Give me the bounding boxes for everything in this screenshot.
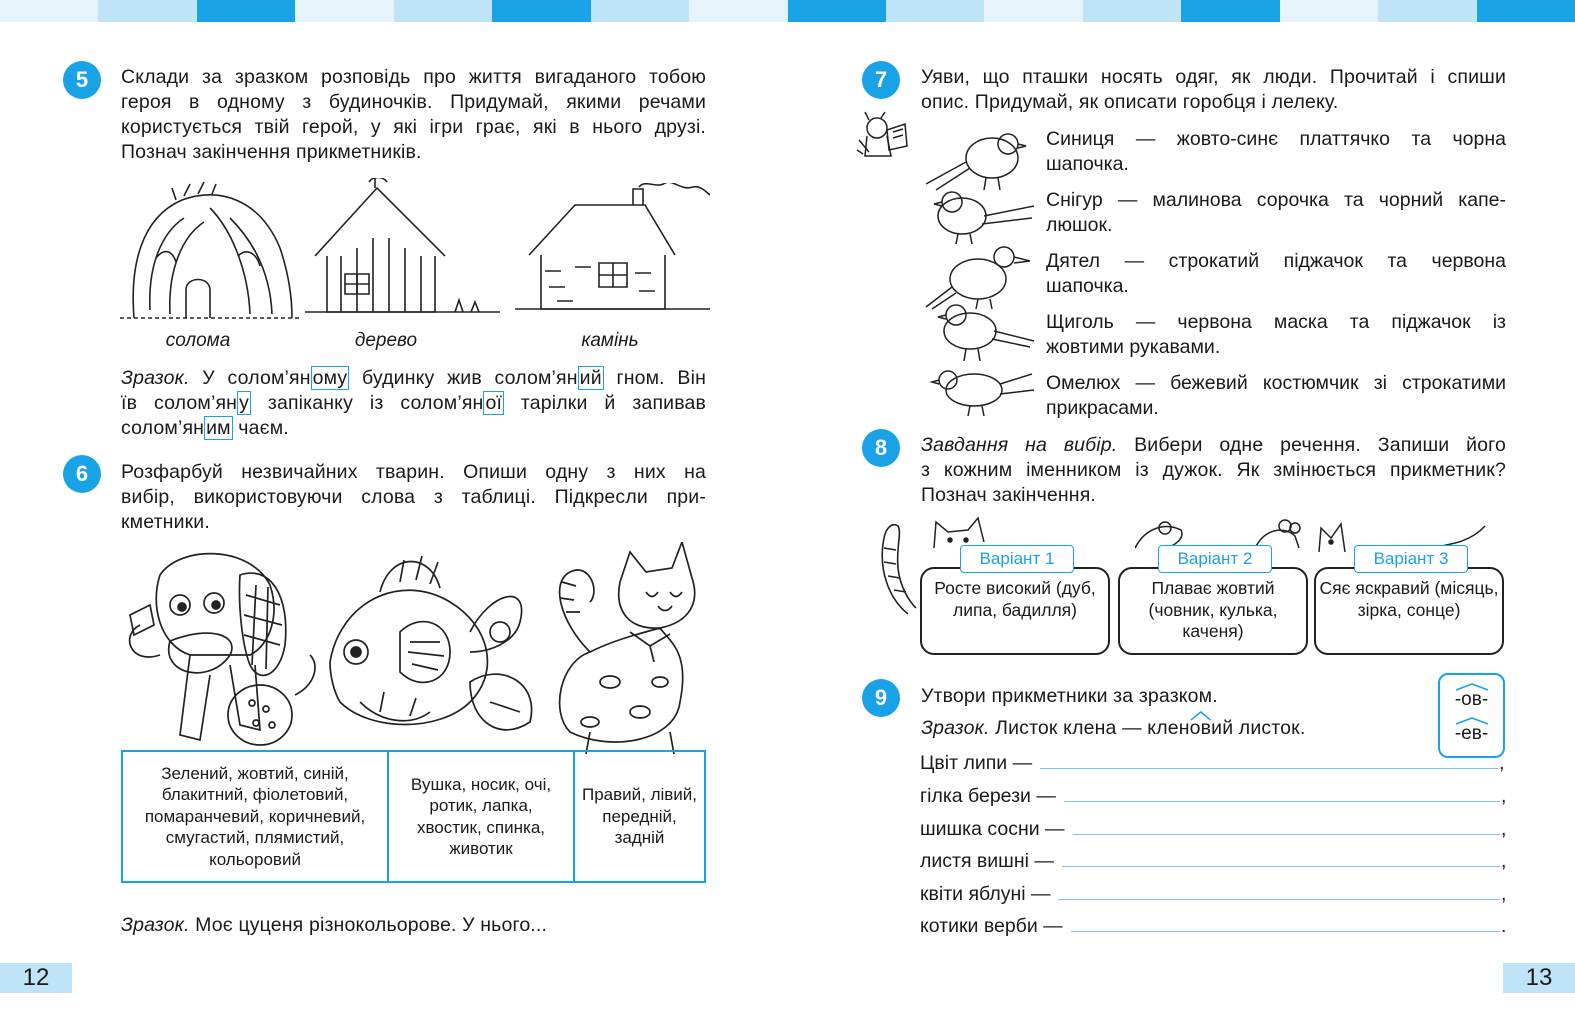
answer-row: Цвіт липи — , <box>920 752 1505 774</box>
answer-blank[interactable] <box>1058 881 1500 900</box>
suffix-hint-box <box>1438 673 1505 758</box>
task-7-instruction: Уяви, що пташки носять одяг, як люди. Прочитай і спиши опис. Придумай, як описати горобця і лелеку. <box>921 66 1506 113</box>
adjective-ending: ий <box>579 367 602 389</box>
task-8-number: 8 <box>862 429 900 467</box>
task-8-instruction: Завдання на вибір. Вибери одне речення. Запиши його з кожним іменником із дужок. Як змінюється прикметник? Познач закінчення. <box>921 434 1506 506</box>
variant-3-card <box>1314 545 1504 655</box>
bird-description-goldfinch: Щиголь — червона маска та піджачок із жовтими рукавами. <box>1046 311 1506 358</box>
adjective-ending: у <box>239 392 249 414</box>
adjectives-word-table <box>121 750 706 883</box>
page-number-left: 12 <box>0 963 72 993</box>
bird-description-bullfinch: Снігур — малинова сорочка та чорний капе- люшок. <box>1046 189 1506 236</box>
variant-1-card <box>920 545 1110 655</box>
answer-row: шишка сосни — , <box>920 818 1507 840</box>
task-6-number: 6 <box>63 455 101 493</box>
variant-2-text: Плаває жовтий (човник, кулька, каченя) <box>1148 578 1278 641</box>
caption-straw: солома <box>165 330 231 351</box>
task-5-example: Зразок. У солом’ян ому будинку жив солом’ян ий гном. Він їв солом’ян у запіканку із солом’ян ої тарілки й запивав солом’ян им чаєм. <box>121 367 706 439</box>
task-7-number: 7 <box>862 61 900 99</box>
puppy-coloring-illustration[interactable] <box>120 545 325 755</box>
variant-1-text: Росте високий (дуб, липа, бадилля) <box>934 578 1096 620</box>
adjective-ending: ому <box>312 367 348 389</box>
answer-blank[interactable] <box>1040 750 1498 769</box>
answer-blank[interactable] <box>1062 848 1500 867</box>
cat-coloring-illustration[interactable] <box>550 542 710 757</box>
variant-3-text: Сяє яскравий (місяць, зірка, сонце) <box>1319 578 1499 620</box>
table-cell-body-parts: Вушка, носик, очі, ротик, лапка, хвостик, спинка, животик <box>389 752 575 881</box>
birds-illustration <box>922 128 1040 418</box>
read-and-write-icon <box>855 110 910 165</box>
variant-2-card <box>1118 545 1308 655</box>
bird-description-woodpecker: Дятел — строкатий піджачок та червона шапочка. <box>1046 250 1506 297</box>
task-9-number: 9 <box>862 679 900 717</box>
task-6-instruction: Розфарбуй незвичайних тварин. Опиши одну з них на вибір, використовуючи слова з таблиці. Підкресли при- кметники. <box>121 461 706 533</box>
answer-row: котики верби — . <box>920 915 1507 937</box>
task-9-example: Зразок. Листок клена — клен овий листок. <box>921 716 1421 741</box>
stone-house-illustration <box>515 183 710 326</box>
answer-row: гілка берези — , <box>920 785 1507 807</box>
wooden-house-illustration <box>305 178 500 326</box>
table-cell-colors: Зелений, жовтий, синій, блакитний, фіолетовий, помаранчевий, коричневий, смугастий, плямистий, кольоровий <box>123 752 389 881</box>
suffix-ov: -ов- <box>1454 689 1489 710</box>
adjective-ending: им <box>206 417 231 439</box>
table-cell-sides: Правий, лівий, передній, задній <box>581 785 698 848</box>
answer-blank[interactable] <box>1073 816 1500 835</box>
variant-3-tag: Варіант 3 <box>1354 545 1468 573</box>
suffix-ev: -ев- <box>1454 723 1489 744</box>
answer-blank[interactable] <box>1064 783 1500 802</box>
task-6-example: Зразок. Моє цуценя різнокольорове. У нього... <box>121 914 548 936</box>
page-number-right: 13 <box>1503 963 1575 993</box>
task-5-instruction: Склади за зразком розповідь про життя вигаданого тобою героя в одному з будиночків. Придумай, якими речами користується твій герой, у які ігри грає, які в нього друзі. Познач закінчення прикметників. <box>121 66 706 163</box>
bird-description-tit: Синиця — жовто-синє платтячко та чорна шапочка. <box>1046 128 1506 175</box>
answer-row: квіти яблуні — , <box>920 883 1507 905</box>
answer-blank[interactable] <box>1071 913 1500 932</box>
straw-house-illustration <box>120 178 300 326</box>
task-5-number: 5 <box>63 61 101 99</box>
caption-wood: дерево <box>354 330 418 351</box>
fish-coloring-illustration[interactable] <box>320 552 545 752</box>
answer-row: листя вишні — , <box>920 850 1507 872</box>
bird-description-waxwing: Омелюх — бежевий костюмчик зі строкатими прикрасами. <box>1046 372 1506 419</box>
task-9-instruction: Утвори прикметники за зразком. <box>921 685 1218 707</box>
variant-2-tag: Варіант 2 <box>1158 545 1272 573</box>
top-color-bar <box>0 0 1575 22</box>
suffix-marked: ов <box>1190 717 1212 739</box>
adjective-ending: ої <box>485 392 503 414</box>
cat-tail-illustration <box>878 518 918 618</box>
caption-stone: камінь <box>581 330 639 351</box>
variant-1-tag: Варіант 1 <box>960 545 1074 573</box>
